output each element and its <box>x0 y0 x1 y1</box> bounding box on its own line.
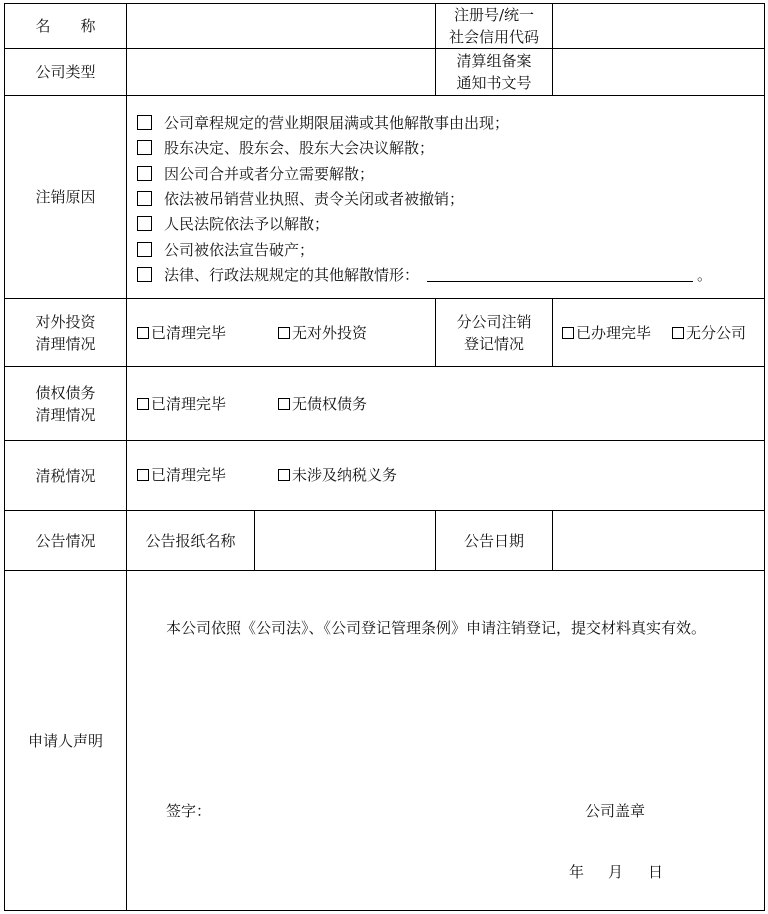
debt-label <box>5 367 126 440</box>
cancel-reason-text: 依法被吊销营业执照、责令关闭或者被撤销； <box>164 190 465 209</box>
tax-option-none-label: 未涉及纳税义务 <box>292 466 398 484</box>
cancel-reason-text: 人民法院依法予以解散； <box>164 215 330 234</box>
newspaper-label-text: 公告报纸名称 <box>145 531 236 550</box>
label-column-divider <box>126 3 127 911</box>
branch-label-line1: 分公司注销 <box>456 312 532 331</box>
investment-option-none-label: 无对外投资 <box>292 324 368 342</box>
announce-date-label-text: 公告日期 <box>463 531 524 550</box>
announce-label <box>5 511 126 570</box>
company-type-label-text: 公司类型 <box>35 63 96 81</box>
cancel-reason-item[interactable] <box>137 236 757 261</box>
branch-option-done[interactable] <box>562 322 651 344</box>
tax-label <box>5 441 126 510</box>
investment-label-line2: 清理情况 <box>35 334 96 353</box>
cancel-reason-list <box>137 110 757 287</box>
checkbox-icon[interactable] <box>137 267 152 282</box>
checkbox-icon[interactable] <box>137 469 149 481</box>
name-value-cell[interactable] <box>127 4 435 48</box>
tax-label-text: 清税情况 <box>35 466 96 485</box>
debt-label-line1: 债权债务 <box>35 383 96 402</box>
tax-option-cleared-label: 已清理完毕 <box>151 466 227 484</box>
cancel-reason-item[interactable] <box>137 161 757 186</box>
cancel-reason-text: 法律、行政法规规定的其他解散情形： <box>164 265 420 284</box>
debt-option-cleared[interactable] <box>137 393 226 415</box>
cancel-reason-item[interactable] <box>137 135 757 160</box>
name-label <box>5 4 126 48</box>
company-type-value-cell[interactable] <box>127 49 435 95</box>
checkbox-icon[interactable] <box>137 115 152 130</box>
border-bottom <box>4 910 765 911</box>
declaration-label <box>5 571 126 910</box>
cancel-reason-item[interactable] <box>137 262 757 287</box>
checkbox-icon[interactable] <box>137 327 149 339</box>
checkbox-icon[interactable] <box>137 398 149 410</box>
checkbox-icon[interactable] <box>278 398 290 410</box>
cancel-reason-text: 股东决定、股东会、股东大会决议解散； <box>164 139 435 158</box>
checkbox-icon[interactable] <box>672 327 684 339</box>
tax-option-none[interactable] <box>278 464 397 486</box>
branch-option-none[interactable] <box>672 322 746 344</box>
reg-no-label-line1: 注册号/统一 <box>453 6 535 24</box>
checkbox-icon[interactable] <box>137 191 152 206</box>
other-reason-blank-field[interactable] <box>427 266 693 282</box>
branch-option-none-label: 无分公司 <box>686 324 747 342</box>
cancel-reason-text: 公司章程规定的营业期限届满或其他解散事由出现； <box>164 114 510 133</box>
column-divider <box>552 298 553 367</box>
cancel-reason-item[interactable] <box>137 110 757 135</box>
checkbox-icon[interactable] <box>137 242 152 257</box>
liquidation-notice-value-cell[interactable] <box>553 49 764 95</box>
declaration-label-text: 申请人声明 <box>27 731 103 750</box>
cancel-reason-text: 公司被依法宣告破产； <box>164 240 315 259</box>
investment-option-cleared-label: 已清理完毕 <box>151 324 227 342</box>
checkbox-icon[interactable] <box>137 140 152 155</box>
checkbox-icon[interactable] <box>278 327 290 339</box>
announce-date-label <box>436 511 552 570</box>
liquidation-notice-label <box>436 49 552 95</box>
cancel-reason-text: 因公司合并或者分立需要解散； <box>164 164 375 183</box>
checkbox-icon[interactable] <box>137 216 152 231</box>
cancel-reason-label-text: 注销原因 <box>35 188 96 206</box>
announce-label-text: 公告情况 <box>35 531 96 550</box>
branch-label <box>436 299 552 366</box>
date-month-label: 月 <box>608 863 624 881</box>
checkbox-icon[interactable] <box>562 327 574 339</box>
reg-no-label <box>436 4 552 48</box>
name-label-text: 名 称 <box>35 17 96 35</box>
seal-label: 公司盖章 <box>585 802 646 820</box>
debt-option-none-label: 无债权债务 <box>292 395 368 413</box>
newspaper-label <box>127 511 254 570</box>
liquidation-notice-label-line1: 清算组备案 <box>456 52 532 70</box>
branch-label-line2: 登记情况 <box>463 334 524 353</box>
company-type-label <box>5 49 126 95</box>
debt-label-line2: 清理情况 <box>35 405 96 424</box>
branch-option-done-label: 已办理完毕 <box>576 324 652 342</box>
reg-no-label-line2: 社会信用代码 <box>448 28 539 46</box>
cancel-reason-item[interactable] <box>137 186 757 211</box>
tax-option-cleared[interactable] <box>137 464 226 486</box>
liquidation-notice-label-line2: 通知书文号 <box>456 74 532 92</box>
debt-option-none[interactable] <box>278 393 367 415</box>
cancel-reason-item[interactable] <box>137 211 757 236</box>
reason-end-mark: 。 <box>697 265 713 284</box>
checkbox-icon[interactable] <box>278 469 290 481</box>
border-right <box>764 3 765 911</box>
signature-label: 签字： <box>166 802 212 820</box>
investment-label <box>5 299 126 366</box>
investment-option-cleared[interactable] <box>137 322 226 344</box>
checkbox-icon[interactable] <box>137 166 152 181</box>
cancel-reason-label <box>5 96 126 298</box>
date-day-label: 日 <box>648 863 664 881</box>
debt-option-cleared-label: 已清理完毕 <box>151 395 227 413</box>
investment-label-line1: 对外投资 <box>35 312 96 331</box>
declaration-text: 本公司依照《公司法》、《公司登记管理条例》申请注销登记，提交材料真实有效。 <box>166 619 707 637</box>
newspaper-value-cell[interactable] <box>255 511 435 570</box>
reg-no-value-cell[interactable] <box>553 4 764 48</box>
date-year-label: 年 <box>569 863 585 881</box>
investment-option-none[interactable] <box>278 322 367 344</box>
announce-date-value-cell[interactable] <box>553 511 764 570</box>
